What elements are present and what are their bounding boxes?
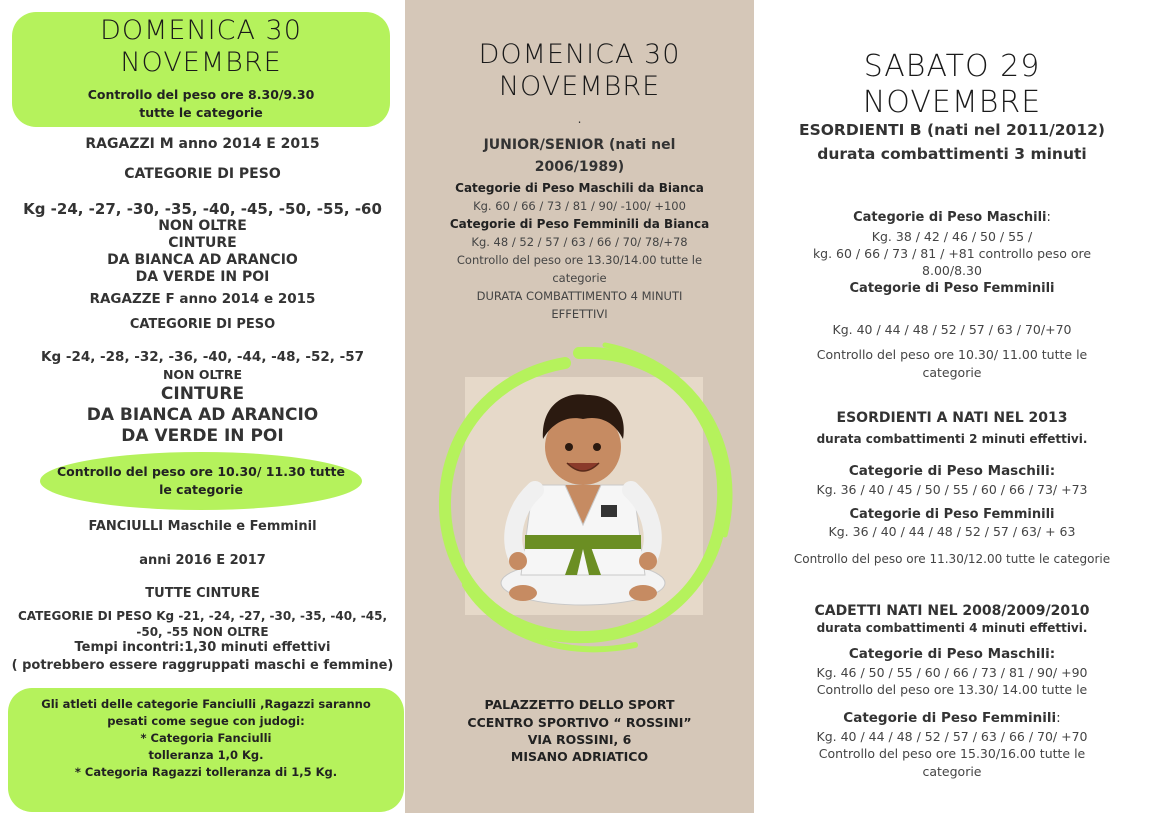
ragazze-non-oltre: NON OLTRE <box>162 367 243 382</box>
middle-panel <box>405 0 754 813</box>
mid-title-line2: NOVEMBRE <box>498 71 661 102</box>
cad-female-kg: Kg. 40 / 44 / 48 / 52 / 57 / 63 / 66 / 70/ +70 <box>816 729 1088 744</box>
tolerance-line5: * Categoria Ragazzi tolleranza di 1,5 Kg. <box>74 765 338 779</box>
mid-duration-line1: DURATA COMBATTIMENTO 4 MINUTI <box>476 289 683 303</box>
fanciulli-cat1: CATEGORIE DI PESO Kg -21, -24, -27, -30, -35, -40, -45, <box>17 609 388 623</box>
ea-female-kg: Kg. 36 / 40 / 44 / 48 / 52 / 57 / 63/ + 63 <box>828 524 1076 539</box>
fanciulli-years: anni 2016 E 2017 <box>139 553 266 568</box>
left-title-line1: DOMENICA 30 <box>100 15 302 46</box>
esordienti-a-heading: ESORDIENTI A NATI NEL 2013 <box>836 410 1068 426</box>
junior-senior-line1: JUNIOR/SENIOR (nati nel <box>483 137 676 153</box>
tolerance-line1: Gli atleti delle categorie Fanciulli ,Ragazzi saranno <box>41 697 371 711</box>
ragazzi-cat-heading: CATEGORIE DI PESO <box>124 166 281 182</box>
fanciulli-tempi: Tempi incontri:1,30 minuti effettivi <box>74 640 331 655</box>
left-weigh-line2: tutte le categorie <box>139 105 263 120</box>
esordienti-b-line1: ESORDIENTI B (nati nel 2011/2012) <box>799 121 1105 139</box>
ragazze-cinture: CINTURE <box>160 384 245 404</box>
venue-line4: MISANO ADRIATICO <box>510 749 649 764</box>
ragazze-belt-range2: DA VERDE IN POI <box>121 426 284 446</box>
eb-male-colon: : <box>1046 210 1051 225</box>
eb-male-kg2: kg. 60 / 66 / 73 / 81 / +81 controllo peso ore <box>812 246 1092 261</box>
cad-female-colon: : <box>1056 710 1061 726</box>
mid-female-heading: Categorie di Peso Femminili da Bianca <box>449 217 710 231</box>
ea-male-heading: Categorie di Peso Maschili: <box>848 463 1056 479</box>
eb-female-kg: Kg. 40 / 44 / 48 / 52 / 57 / 63 / 70/+70 <box>832 322 1072 337</box>
ragazzi-cinture: CINTURE <box>168 235 237 251</box>
weigh-in-oval <box>40 452 362 510</box>
mid-title-line1: DOMENICA 30 <box>478 39 681 70</box>
eb-weigh-line1: Controllo del peso ore 10.30/ 11.00 tutte le <box>816 347 1088 362</box>
cad-female-heading-wrap <box>754 710 1150 726</box>
venue-line2: CCENTRO SPORTIVO “ ROSSINI” <box>467 715 692 730</box>
ea-female-heading: Categorie di Peso Femminili <box>849 507 1055 522</box>
eb-female-heading: Categorie di Peso Femminili <box>849 281 1055 296</box>
eb-male-heading-wrap <box>754 210 1150 225</box>
mid-male-heading: Categorie di Peso Maschili da Bianca <box>455 181 704 195</box>
mid-male-kg: Kg. 60 / 66 / 73 / 81 / 90/ -100/ +100 <box>473 199 686 213</box>
eb-male-heading: Categorie di Peso Maschili <box>853 210 1047 225</box>
mid-weigh-line2: categorie <box>552 271 607 285</box>
mid-duration-line2: EFFETTIVI <box>551 307 608 321</box>
cad-male-weigh: Controllo del peso ore 13.30/ 14.00 tutte le <box>816 682 1088 697</box>
right-title-line1: SABATO 29 <box>863 49 1041 84</box>
tolerance-line2: pesati come segue con judogi: <box>107 714 305 728</box>
ragazzi-heading: RAGAZZI M anno 2014 E 2015 <box>85 136 320 152</box>
right-panel <box>754 0 1150 813</box>
mid-female-kg: Kg. 48 / 52 / 57 / 63 / 66 / 70/ 78/+78 <box>471 235 688 249</box>
venue-line3: VIA ROSSINI, 6 <box>527 732 632 747</box>
venue-line1: PALAZZETTO DELLO SPORT <box>484 697 675 712</box>
ragazzi-belt-range2: DA VERDE IN POI <box>135 269 270 285</box>
judo-child-illustration <box>405 335 754 665</box>
esordienti-a-duration: durata combattimenti 2 minuti effettivi. <box>816 432 1088 446</box>
judo-child-icon <box>405 335 754 665</box>
left-panel <box>0 0 405 813</box>
cad-male-kg: Kg. 46 / 50 / 55 / 60 / 66 / 73 / 81 / 90/ +90 <box>816 665 1088 680</box>
cad-female-heading: Categorie di Peso Femminili <box>843 710 1057 726</box>
oval-line1: Controllo del peso ore 10.30/ 11.30 tutte <box>57 464 345 479</box>
ragazzi-belt-range1: DA BIANCA AD ARANCIO <box>107 252 298 268</box>
ragazze-belt-range1: DA BIANCA AD ARANCIO <box>86 405 319 425</box>
eb-male-kg3: 8.00/8.30 <box>922 263 982 278</box>
cad-weigh-line1: Controllo del peso ore 15.30/16.00 tutte le <box>818 746 1086 761</box>
ragazzi-kg: Kg -24, -27, -30, -35, -40, -45, -50, -55, -60 <box>23 200 382 218</box>
fanciulli-note: ( potrebbero essere raggruppati maschi e femmine) <box>11 658 394 673</box>
junior-senior-line2: 2006/1989) <box>534 159 625 175</box>
sunday-weigh-in-box <box>12 12 390 127</box>
cadetti-duration: durata combattimenti 4 minuti effettivi. <box>816 621 1088 635</box>
ragazze-heading: RAGAZZE F anno 2014 e 2015 <box>89 291 316 307</box>
eb-male-kg1: Kg. 38 / 42 / 46 / 50 / 55 / <box>871 229 1033 244</box>
ragazzi-non-oltre: NON OLTRE <box>158 218 247 234</box>
cadetti-heading: CADETTI NATI NEL 2008/2009/2010 <box>814 603 1090 619</box>
tolerance-box <box>8 688 404 812</box>
left-title-line2: NOVEMBRE <box>120 47 282 78</box>
ragazze-cat-heading: CATEGORIE DI PESO <box>129 317 276 332</box>
fanciulli-heading: FANCIULLI Maschile e Femminil <box>88 519 317 534</box>
cad-weigh-line2: categorie <box>922 764 982 779</box>
fanciulli-belts: TUTTE CINTURE <box>145 586 260 601</box>
fanciulli-cat2: -50, -55 NON OLTRE <box>136 625 269 639</box>
eb-weigh-line2: categorie <box>922 365 982 380</box>
mid-dot: . <box>577 112 582 126</box>
ea-weigh: Controllo del peso ore 11.30/12.00 tutte le categorie <box>793 552 1111 566</box>
tolerance-line4: tolleranza 1,0 Kg. <box>148 748 264 762</box>
cad-male-heading: Categorie di Peso Maschili: <box>848 646 1056 662</box>
esordienti-b-line2: durata combattimenti 3 minuti <box>817 145 1087 163</box>
tolerance-line3: * Categoria Fanciulli <box>140 731 272 745</box>
ragazze-kg: Kg -24, -28, -32, -36, -40, -44, -48, -52, -57 <box>41 349 364 365</box>
right-title-line2: NOVEMBRE <box>862 85 1042 120</box>
left-weigh-line1: Controllo del peso ore 8.30/9.30 <box>87 87 315 102</box>
oval-line2: le categorie <box>159 482 243 497</box>
mid-weigh-line1: Controllo del peso ore 13.30/14.00 tutte le <box>456 253 703 267</box>
ea-male-kg: Kg. 36 / 40 / 45 / 50 / 55 / 60 / 66 / 73/ +73 <box>816 482 1088 497</box>
